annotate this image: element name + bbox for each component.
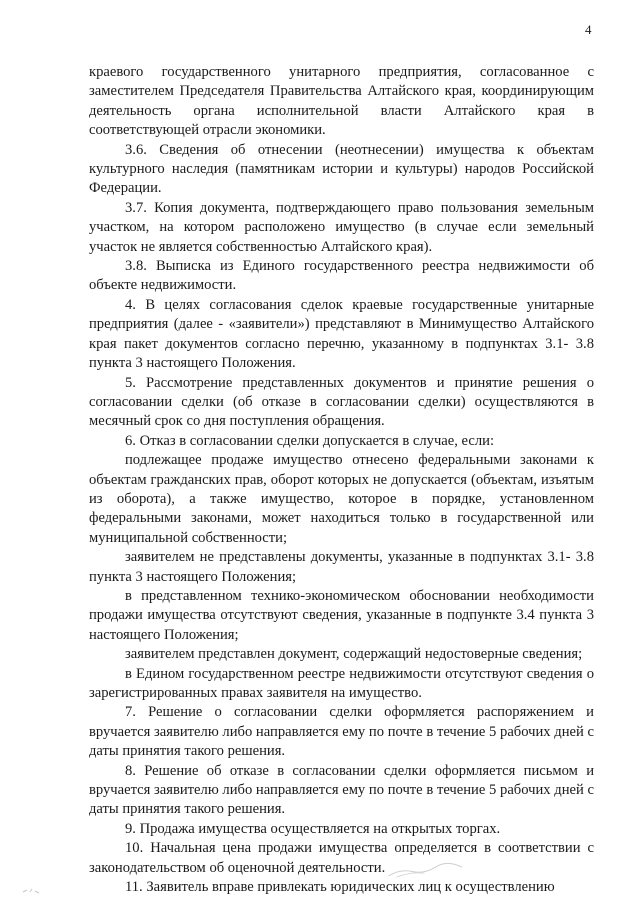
paragraph-6-item: подлежащее продаже имущество отнесено федеральными законами к объектам гражданских прав, оборот которых не допускается (объектам, изъятым из оборота), а также имущество, которое в порядке, установленном федеральными законами, может находиться только в государственной или муниципальной собственности; [89,452,594,546]
paragraph-11: 11. Заявитель вправе привлекать юридических лиц к осуществлению [125,879,555,896]
paragraph-3-6: 3.6. Сведения об отнесении (неотнесении) имущества к объектам культурного наследия (памятникам истории и культуры) народов Российской Федерации. [89,141,594,197]
page-number: 4 [585,22,592,37]
paragraph-6: 6. Отказ в согласовании сделки допускается в случае, если: [125,432,495,449]
paragraph-8: 8. Решение об отказе в согласовании сделки оформляется письмом и вручается заявителю либо направляется ему по почте в течение 5 рабочих дней с даты принятия такого решения. [89,762,594,818]
paragraph-3-8: 3.8. Выписка из Единого государственного реестра недвижимости об объекте недвижимости. [89,258,594,294]
paragraph-9: 9. Продажа имущества осуществляется на открытых торгах. [125,820,501,837]
paragraph-6-item: заявителем представлен документ, содержащий недостоверные сведения; [125,646,583,663]
paragraph-continuation: краевого государственного унитарного предприятия, согласованное с заместителем Председателя Правительства Алтайского края, координирующим деятельность органа исполнительной власти Алтайского края в соответствующей отрасли экономики. [89,64,594,139]
paragraph-6-item: в представленном технико-экономическом обосновании необходимости продажи имущества отсутствуют сведения, указанные в подпункте 3.4 пункта 3 настоящего Положения; [89,587,594,643]
paragraph-5: 5. Рассмотрение представленных документов и принятие решения о согласовании сделки (об отказе в согласовании сделки) осуществляются в месячный срок со дня поступления обращения. [89,374,594,430]
paragraph-10: 10. Начальная цена продажи имущества определяется в соответствии с законодательством об оценочной деятельности. [89,840,594,876]
paragraph-6-item: заявителем не представлены документы, указанные в подпунктах 3.1- 3.8 пункта 3 настоящего Положения; [89,549,594,585]
scan-artifact-mark [22,886,42,896]
paragraph-7: 7. Решение о согласовании сделки оформляется распоряжением и вручается заявителю либо направляется ему по почте в течение 5 рабочих дней с даты принятия такого решения. [89,704,594,760]
paragraph-3-7: 3.7. Копия документа, подтверждающего право пользования земельным участком, на котором расположено имущество (в случае если земельный участок не является собственностью Алтайского края). [89,199,594,255]
paragraph-6-item: в Едином государственном реестре недвижимости отсутствуют сведения о зарегистрированных правах заявителя на имущество. [89,665,594,701]
paragraph-4: 4. В целях согласования сделок краевые государственные унитарные предприятия (далее - «заявители») представляют в Минимущество Алтайского края пакет документов согласно перечню, указанному в подпунктах 3.1- 3.8 пункта 3 настоящего Положения. [89,296,594,372]
document-body [89,63,594,897]
